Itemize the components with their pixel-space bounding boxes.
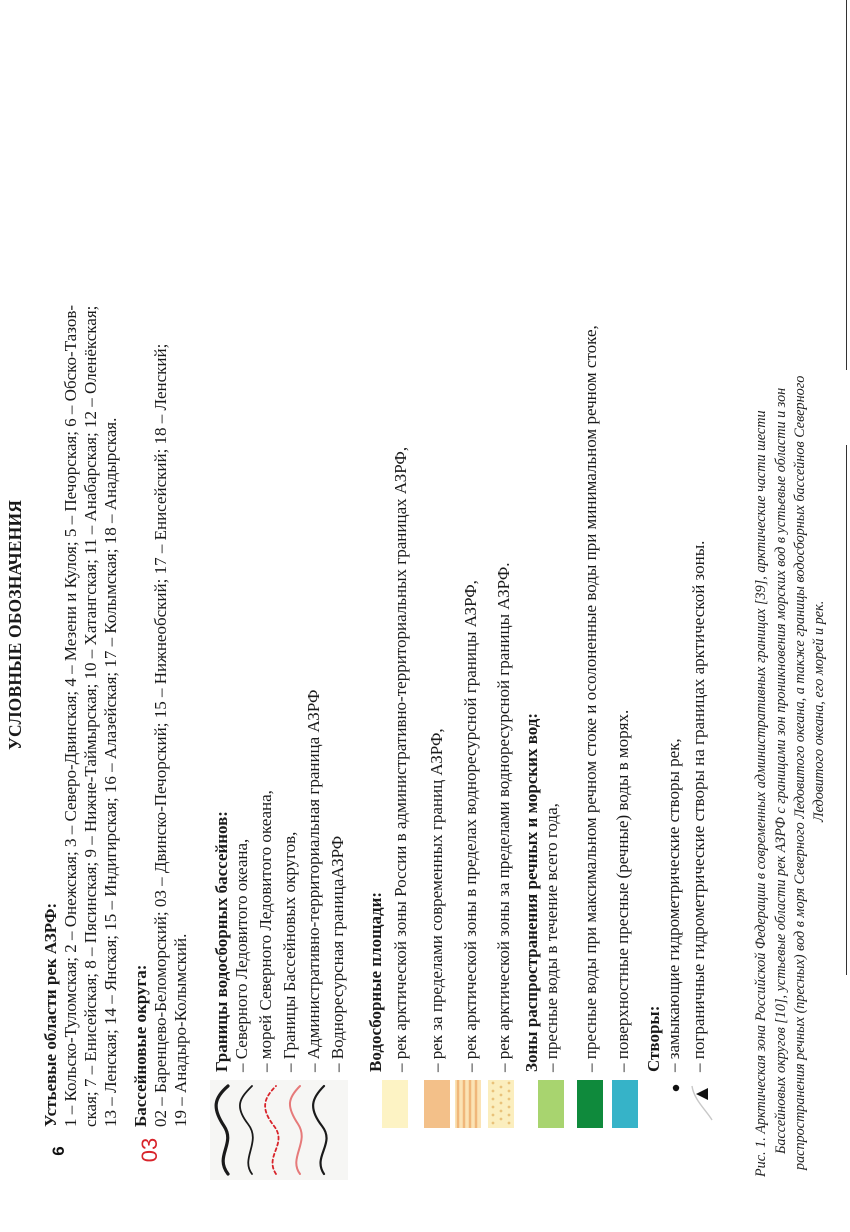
gauge-item-1: – замыкающие гидрометрические створы рек,: [664, 738, 683, 1072]
boundary-item-3: – Границы Бассейновых округов,: [280, 831, 299, 1072]
catchment-swatch-3: [455, 1080, 481, 1128]
gauges-heading: Створы:: [644, 1005, 663, 1072]
catchment-item-2: – рек за пределами современных границ АЗРФ,: [427, 728, 446, 1072]
figure-caption-line-4: Ледовитого океана, его морей и рек.: [811, 600, 827, 822]
zone-swatch-2: [577, 1080, 603, 1128]
legend-title: УСЛОВНЫЕ ОБОЗНАЧЕНИЯ: [5, 499, 25, 750]
estuary-number-icon: [45, 1138, 71, 1164]
gauge-item-2: – пограничные гидрометрические створы на границах арктической зоны.: [689, 540, 708, 1072]
figure-caption-line-1: Рис. 1. Арктическая зона Российской Федерации в современных административных границах [39], арктические части шести: [753, 410, 769, 1177]
catchment-swatch-1: [382, 1080, 408, 1128]
estuary-number-label: 6: [49, 1146, 68, 1156]
closing-gauge-symbol: [668, 1076, 684, 1096]
basin-district-code-label: 03: [137, 1137, 162, 1163]
zones-heading: Зоны распространения речных и морских вод:: [522, 712, 541, 1072]
boundary-item-4: – Административно-территориальная граница АЗРФ: [304, 689, 323, 1072]
basin-districts-heading: Бассейновые округа:: [131, 964, 150, 1127]
right-edge-divider-lower: [846, 445, 847, 975]
estuaries-heading: Устьевые области рек АЗРФ:: [41, 902, 60, 1127]
right-edge-divider: [846, 0, 847, 370]
catchment-swatch-2: [424, 1080, 450, 1128]
estuaries-line-2: ская; 7 – Енисейская; 8 – Пясинская; 9 – Нижне-Таймырская; 10 – Хатангская; 11 – Анабарская; 12 – Оленёкская;: [81, 305, 100, 1127]
boundary-item-5: – Водноресурсная границаАЗРФ: [328, 835, 347, 1072]
boundary-gauge-symbol: [688, 1076, 718, 1126]
figure-caption-line-2: Бассейновых округов [10], устьевые области рек АЗРФ с границами зон проникновения морских вод в устьевые области и зон: [773, 387, 789, 1154]
zone-item-1: – пресные воды в течение всего года,: [542, 803, 561, 1072]
catchment-item-3: – рек арктической зоны в пределах водноресурсной границы АЗРФ,: [461, 580, 480, 1072]
basin-districts-line-2: 19 – Анадыро-Колымский.: [171, 933, 190, 1127]
catchment-item-4: – рек арктической зоны за пределами водноресурсной границы АЗРФ.: [494, 562, 513, 1072]
zone-swatch-1: [538, 1080, 564, 1128]
basin-districts-line-1: 02 – Баренцево-Беломорский; 03 – Двинско-Печорский; 15 – Нижнеобский; 17 – Енисейский; 18 – Ленский;: [151, 343, 170, 1127]
zone-item-3: – поверхностные пресные (речные) воды в морях.: [613, 709, 632, 1072]
boundary-item-2: – морей Северного Ледовитого океана,: [256, 790, 275, 1072]
catchment-swatch-4: [488, 1080, 514, 1128]
basin-district-code-icon: [134, 1130, 164, 1170]
zone-item-2: – пресные воды при максимальном речном стоке и осолоненные воды при минимальном речном стоке,: [581, 325, 600, 1072]
zone-swatch-3: [612, 1080, 638, 1128]
catchments-heading: Водосборные площади:: [366, 891, 385, 1072]
boundaries-heading: Границы водосборных бассейнов:: [212, 811, 231, 1072]
boundary-lines-symbol: [210, 1080, 348, 1180]
catchment-item-1: – рек арктической зоны России в административно-территориальных границах АЗРФ,: [391, 446, 410, 1072]
boundary-item-1: – Северного Ледовитого океана,: [232, 838, 251, 1072]
figure-caption-line-3: распространения речных (пресных) вод в моря Северного Ледовитого океана, а также границы водосборных бассейнов Северного: [792, 375, 808, 1170]
estuaries-line-1: 1 – Кольско-Туломская; 2 – Онежская; 3 – Северо-Двинская; 4 – Мезени и Кулоя; 5 – Печорская; 6 – Обско-Тазов-: [61, 304, 80, 1127]
estuaries-line-3: 13 – Ленская; 14 – Янская; 15 – Индигирская; 16 – Алазейская; 17 – Колымская; 18 – Анадырская.: [101, 417, 120, 1127]
